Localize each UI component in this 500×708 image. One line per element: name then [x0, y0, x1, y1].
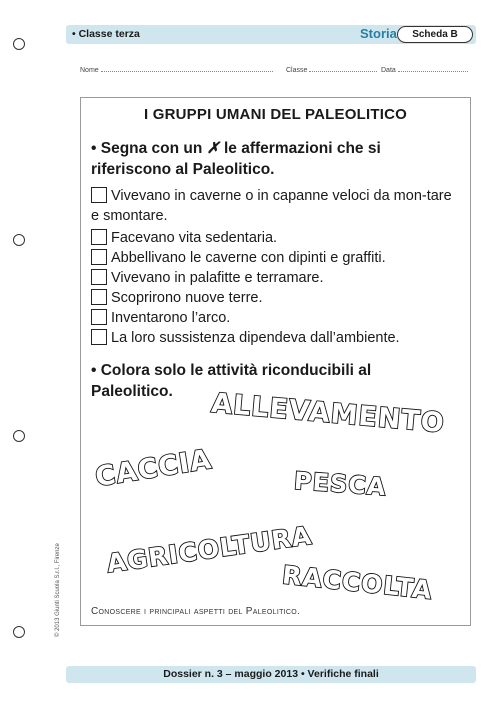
- statement-text: Vivevano in palafitte e terramare.: [111, 270, 324, 286]
- word-caccia[interactable]: CACCIA: [93, 444, 214, 493]
- statement-text: Inventarono l’arco.: [111, 310, 231, 326]
- statement-checkbox[interactable]: [91, 289, 107, 305]
- instruction-mark-post: le affermazioni che si riferiscono al Paleolitico.: [91, 140, 381, 178]
- class-field[interactable]: [286, 66, 377, 74]
- binder-hole-top: [13, 38, 25, 50]
- class-field-line[interactable]: [309, 66, 377, 72]
- copyright-note: © 2013 Giunti Scuola S.r.l., Firenze: [55, 543, 61, 637]
- word-allevamento[interactable]: ALLEVAMENTO: [210, 387, 446, 440]
- learning-objective: Conoscere i principali aspetti del Paleolitico.: [91, 606, 301, 617]
- statement-text: La loro sussistenza dipendeva dall’ambiente.: [111, 330, 400, 346]
- date-field-line[interactable]: [398, 66, 468, 72]
- statement-text: Scoprirono nuove terre.: [111, 290, 263, 306]
- statement-text: Vivevano in caverne o in capanne veloci da mon-tare e smontare.: [91, 188, 452, 224]
- statement-item: [91, 328, 463, 348]
- class-label: • Classe terza: [72, 28, 140, 40]
- statement-checkbox[interactable]: [91, 309, 107, 325]
- class-field-label: Classe: [286, 67, 308, 74]
- instruction-color: • Colora solo le attività riconducibili al Paleolitico.: [91, 362, 372, 400]
- binder-hole-lower-middle: [13, 430, 25, 442]
- statement-checkbox[interactable]: [91, 269, 107, 285]
- worksheet-title: I GRUPPI UMANI DEL PALEOLITICO: [144, 106, 407, 123]
- statement-text: Abbellivano le caverne con dipinti e graffiti.: [111, 250, 386, 266]
- sheet-badge: Scheda B: [397, 26, 473, 43]
- word-pesca[interactable]: PESCA: [293, 466, 388, 502]
- name-field-label: Nome: [80, 67, 99, 74]
- name-field[interactable]: [80, 66, 273, 74]
- date-field[interactable]: [381, 66, 468, 74]
- footer-bar: Dossier n. 3 – maggio 2013 • Verifiche finali: [66, 666, 476, 683]
- statement-item: [91, 288, 463, 308]
- date-field-label: Data: [381, 67, 396, 74]
- statement-checkbox[interactable]: [91, 329, 107, 345]
- instruction-mark-pre: • Segna con un: [91, 140, 203, 157]
- statement-item: [91, 308, 463, 328]
- exercise-box: [80, 97, 471, 626]
- binder-hole-upper-middle: [13, 234, 25, 246]
- instruction-mark: [91, 138, 461, 180]
- statement-item: [91, 268, 463, 288]
- name-field-line[interactable]: [101, 66, 273, 72]
- statement-text: Facevano vita sedentaria.: [111, 230, 278, 246]
- subject-label: Storia: [360, 26, 397, 41]
- word-raccolta[interactable]: RACCOLTA: [280, 560, 434, 605]
- statement-item: [91, 228, 463, 248]
- statement-item: [91, 186, 463, 226]
- binder-hole-bottom: [13, 626, 25, 638]
- statement-checkbox[interactable]: [91, 229, 107, 245]
- x-mark-icon: ✗: [206, 140, 220, 157]
- statement-checkbox[interactable]: [91, 187, 107, 203]
- statement-checkbox[interactable]: [91, 249, 107, 265]
- statement-item: [91, 248, 463, 268]
- word-agricoltura[interactable]: AGRICOLTURA: [104, 520, 314, 579]
